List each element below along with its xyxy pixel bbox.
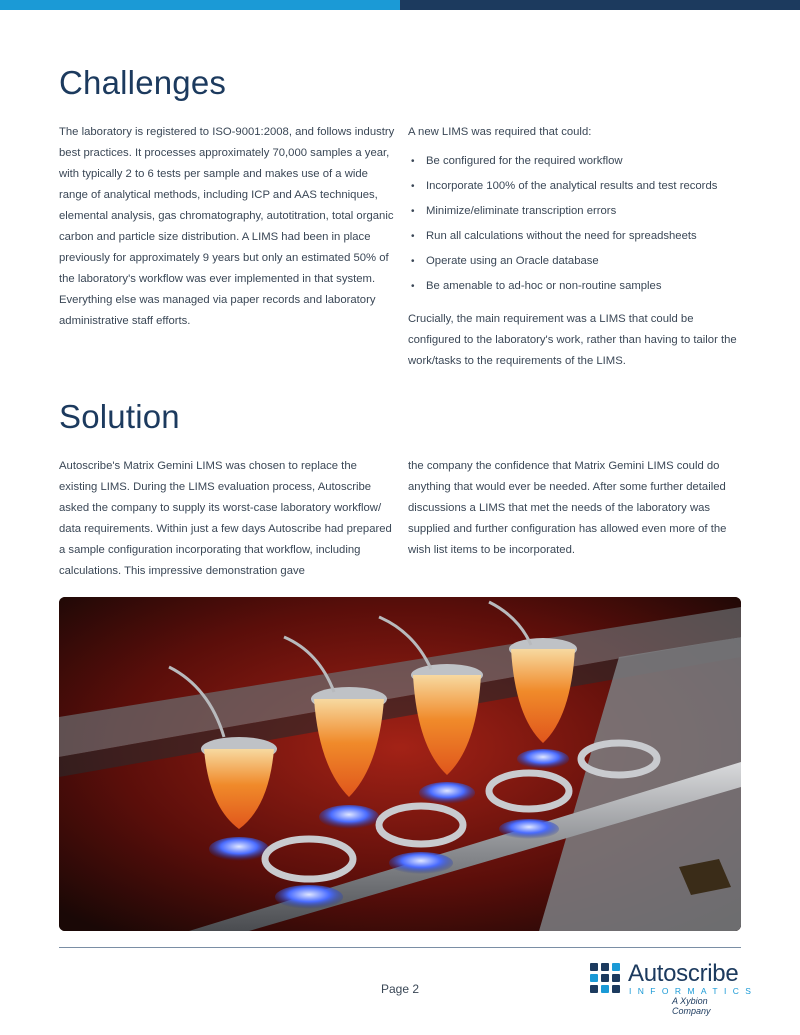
solution-heading: Solution bbox=[59, 398, 180, 435]
logo-name: Autoscribe bbox=[628, 960, 739, 987]
bullet-icon: • bbox=[411, 231, 415, 242]
list-item: • Be configured for the required workflow bbox=[408, 151, 748, 176]
bullet-icon: • bbox=[411, 256, 415, 267]
page-number: Page 2 bbox=[380, 982, 420, 996]
laboratory-burners-photo bbox=[59, 597, 741, 931]
autoscribe-logo bbox=[590, 960, 758, 1016]
requirements-list bbox=[408, 151, 748, 301]
requirements-conclusion: Crucially, the main requirement was a LIMS that could be configured to the laboratory's work, rather than having to tailor the work/tasks to the requirements of the LIMS. bbox=[408, 313, 737, 367]
list-item: • Minimize/eliminate transcription errors bbox=[408, 201, 748, 226]
footer-divider bbox=[59, 947, 741, 948]
top-accent-bar bbox=[0, 0, 800, 10]
list-item: • Incorporate 100% of the analytical results and test records bbox=[408, 176, 748, 201]
logo-tagline: A Xybion Company bbox=[672, 996, 711, 1016]
list-item: • Run all calculations without the need for spreadsheets bbox=[408, 226, 748, 251]
autoscribe-grid-icon bbox=[590, 963, 622, 995]
challenges-left-paragraph: The laboratory is registered to ISO-9001:2008, and follows industry best practices. It processes approximately 70,000 samples a year, with typically 2 to 6 tests per sample and makes use of a wide range of analytical methods, including ICP and AAS techniques, elemental analysis, gas chromatography, autotitration, total organic carbon and particle size distribution. A LIMS had been in place previously for approximately 9 years but only an estimated 50% of the laboratory's workflow was ever implemented in that system. Everything else was managed via paper records and laboratory administrative staff efforts. bbox=[59, 126, 395, 327]
top-accent-bar-blue bbox=[0, 0, 400, 10]
top-accent-bar-navy bbox=[400, 0, 800, 10]
burners-illustration bbox=[59, 597, 741, 931]
challenges-left-column bbox=[59, 122, 395, 332]
bullet-icon: • bbox=[411, 281, 415, 292]
challenges-heading: Challenges bbox=[59, 64, 227, 101]
solution-left-column bbox=[59, 456, 395, 582]
logo-subtitle: INFORMATICS bbox=[629, 986, 758, 996]
list-item: • Be amenable to ad-hoc or non-routine samples bbox=[408, 276, 748, 301]
solution-right-column bbox=[408, 456, 748, 561]
challenges-right-column bbox=[408, 122, 748, 372]
bullet-icon: • bbox=[411, 156, 415, 167]
bullet-icon: • bbox=[411, 181, 415, 192]
bullet-icon: • bbox=[411, 206, 415, 217]
list-item: • Operate using an Oracle database bbox=[408, 251, 748, 276]
requirements-intro: A new LIMS was required that could: bbox=[408, 126, 592, 138]
solution-left-paragraph: Autoscribe's Matrix Gemini LIMS was chosen to replace the existing LIMS. During the LIMS evaluation process, Autoscribe asked the company to supply its worst-case laboratory workflow/ data requirements. Within just a few days Autoscribe had prepared a sample configuration incorporating that workflow, including calculations. This impressive demonstration gave bbox=[59, 460, 392, 577]
solution-right-paragraph: the company the confidence that Matrix Gemini LIMS could do anything that would ever be needed. After some further detailed discussions a LIMS that met the needs of the laboratory was supplied and further configuration has allowed even more of the wish list items to be incorporated. bbox=[408, 460, 727, 556]
